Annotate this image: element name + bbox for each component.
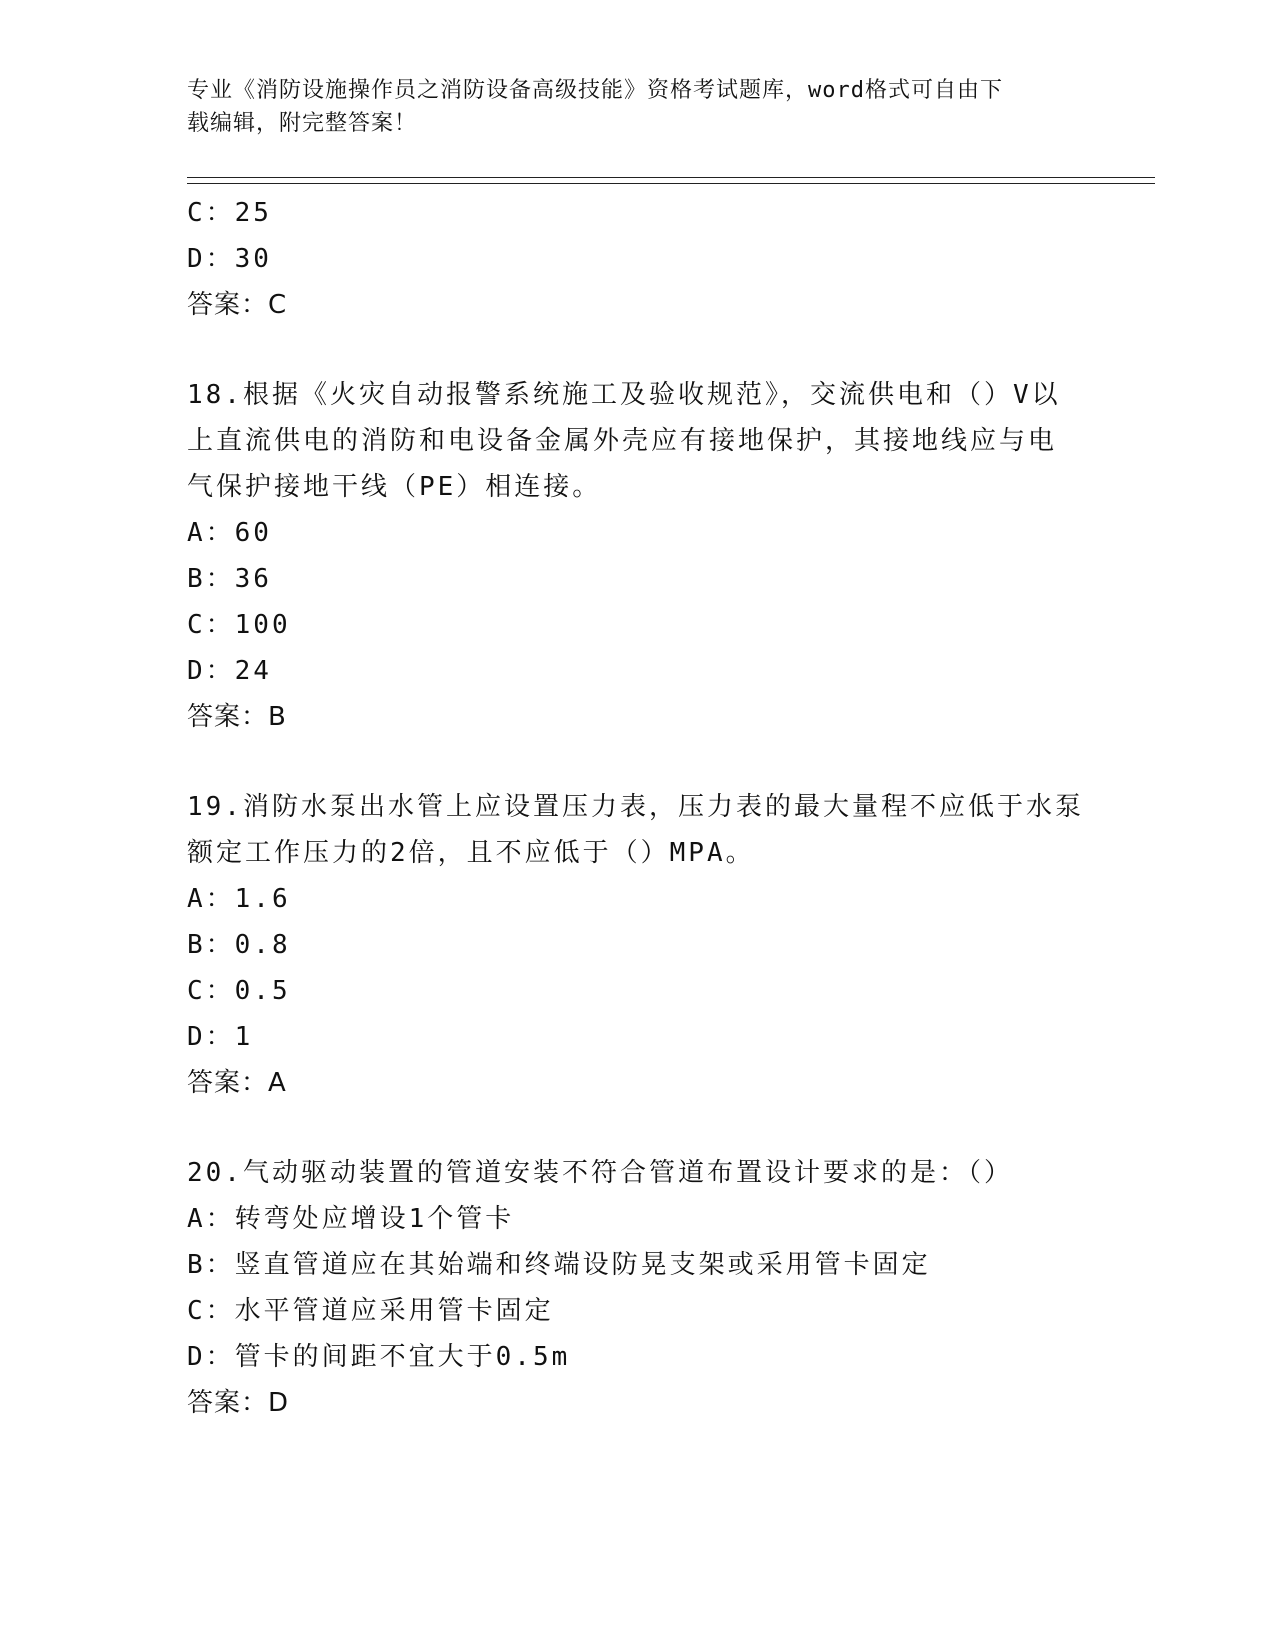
previous-question-tail bbox=[187, 190, 1087, 328]
option-b: B：36 bbox=[187, 564, 272, 594]
question-text-line: 气保护接地干线（PE）相连接。 bbox=[187, 472, 602, 502]
question-18 bbox=[187, 372, 1087, 740]
header-divider-bottom bbox=[187, 183, 1155, 184]
question-text-line: 19.消防水泵出水管上应设置压力表，压力表的最大量程不应低于水泵 bbox=[187, 792, 1084, 822]
question-text-line: 20.气动驱动装置的管道安装不符合管道布置设计要求的是：（） bbox=[187, 1158, 1013, 1188]
option-d: D：24 bbox=[187, 656, 272, 686]
answer-line: 答案：D bbox=[187, 1388, 290, 1418]
option-d: D：管卡的间距不宜大于0.5m bbox=[187, 1342, 571, 1372]
option-a: A：60 bbox=[187, 518, 272, 548]
option-c: C：水平管道应采用管卡固定 bbox=[187, 1296, 554, 1326]
option-d: D：1 bbox=[187, 1022, 254, 1052]
option-d: D：30 bbox=[187, 244, 272, 274]
option-b: B：0.8 bbox=[187, 930, 291, 960]
question-content bbox=[187, 190, 1087, 1426]
answer-line: 答案：A bbox=[187, 1068, 287, 1098]
option-b: B：竖直管道应在其始端和终端设防晃支架或采用管卡固定 bbox=[187, 1250, 931, 1280]
question-text-line: 18.根据《火灾自动报警系统施工及验收规范》，交流供电和（）V以 bbox=[187, 380, 1061, 410]
option-c: C：100 bbox=[187, 610, 291, 640]
option-a: A：转弯处应增设1个管卡 bbox=[187, 1204, 515, 1234]
question-19 bbox=[187, 784, 1087, 1106]
option-c: C：25 bbox=[187, 198, 272, 228]
answer-line: 答案：B bbox=[187, 702, 287, 732]
option-a: A：1.6 bbox=[187, 884, 291, 914]
question-20 bbox=[187, 1150, 1087, 1426]
question-text-line: 上直流供电的消防和电设备金属外壳应有接地保护，其接地线应与电 bbox=[187, 426, 1058, 456]
header-line-2: 载编辑，附完整答案！ bbox=[187, 111, 418, 136]
document-header bbox=[187, 74, 1067, 140]
question-text-line: 额定工作压力的2倍，且不应低于（）MPA。 bbox=[187, 838, 755, 868]
header-line-1: 专业《消防设施操作员之消防设备高级技能》资格考试题库，word格式可自由下 bbox=[187, 78, 1003, 103]
option-c: C：0.5 bbox=[187, 976, 291, 1006]
answer-line: 答案：C bbox=[187, 290, 288, 320]
header-divider-top bbox=[187, 177, 1155, 178]
